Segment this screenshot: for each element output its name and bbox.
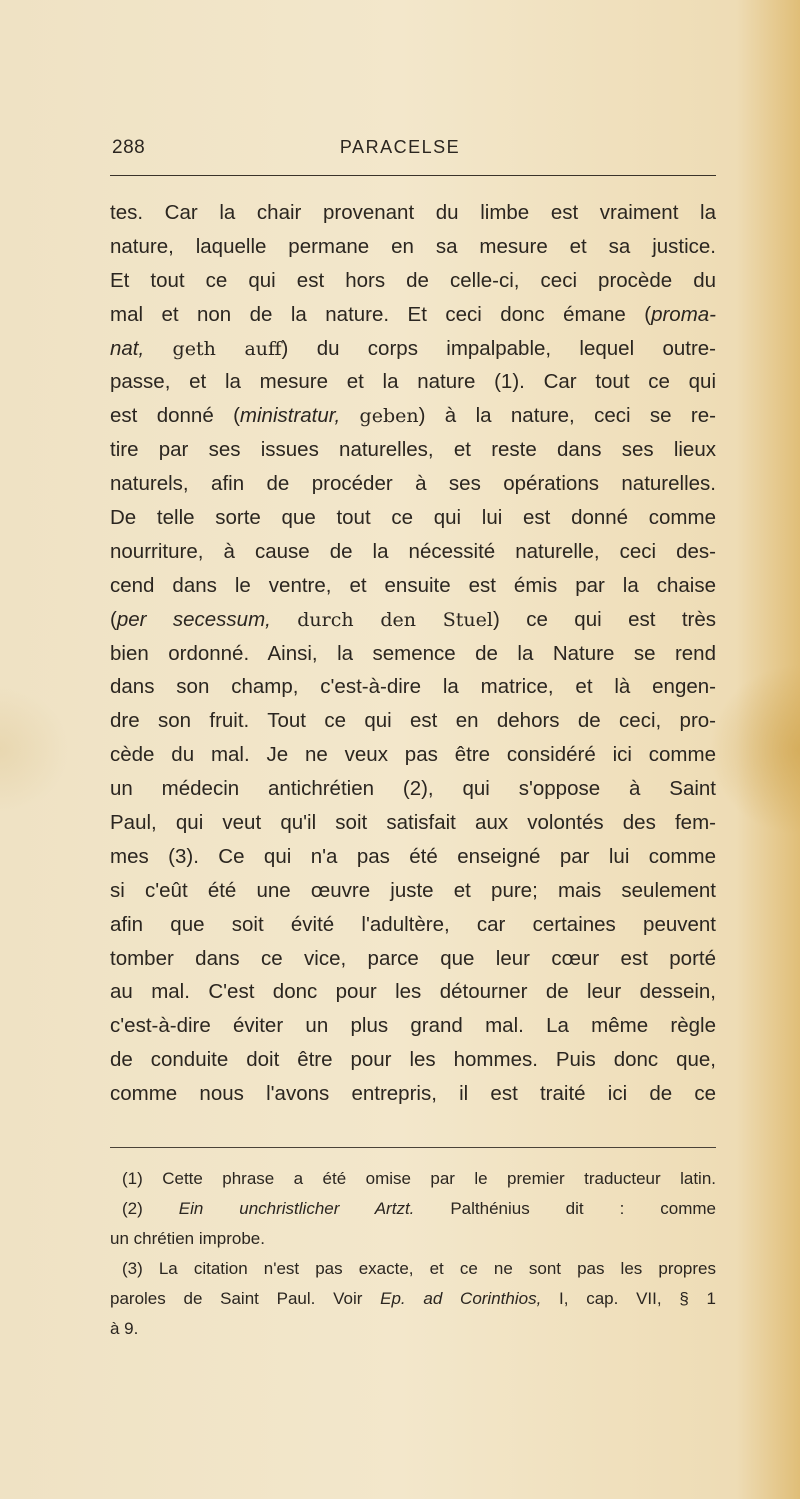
text-line: dre son fruit. Tout ce qui est en dehors de ceci, pro- [110, 709, 716, 733]
latin-term: proma- [651, 302, 716, 326]
text-line: tire par ses issues naturelles, et reste dans ses lieux [110, 438, 716, 462]
latin-term: per secessum, [116, 607, 271, 631]
text-line: Et tout ce qui est hors de celle-ci, ceci procède du [110, 268, 716, 292]
text-line [110, 332, 716, 366]
page-header [0, 137, 800, 167]
latin-reference: Ep. ad Corinthios, [380, 1289, 542, 1308]
running-head: PARACELSE [339, 137, 461, 157]
text-segment: ) à la nature, ceci se re- [418, 404, 716, 428]
text-segment: I, cap. VII, § 1 [541, 1289, 716, 1308]
text-line: au mal. C'est donc pour les détourner de leur dessein, [110, 980, 716, 1004]
main-text [110, 196, 716, 1111]
text-segment: mal et non de la nature. Et ceci donc émane ( [110, 302, 652, 326]
text-line: dans son champ, c'est-à-dire la matrice, et là engen- [110, 675, 716, 699]
footnote-2-continued: un chrétien improbe. [110, 1229, 265, 1248]
text-line: bien ordonné. Ainsi, la semence de la Nature se rend [110, 641, 716, 665]
text-line: naturels, afin de procéder à ses opérations naturelles. [110, 472, 716, 496]
text-line: de conduite doit être pour les hommes. Puis donc que, [110, 1048, 716, 1072]
german-term: durch den Stuel [297, 608, 493, 631]
footnote-rule [110, 1147, 716, 1148]
text-segment: ) ce qui est très [493, 607, 716, 631]
latin-term: nat, [110, 336, 145, 360]
text-segment: paroles de Saint Paul. Voir [110, 1289, 381, 1308]
footnote-3: (3) La citation n'est pas exacte, et ce ne sont pas les propres [122, 1259, 716, 1278]
text-line: nourriture, à cause de la nécessité naturelle, ceci des- [110, 539, 716, 563]
header-rule [110, 175, 716, 176]
page-number: 288 [112, 137, 146, 158]
footnotes [110, 1164, 716, 1344]
text-line: cède du mal. Je ne veux pas être considéré ici comme [110, 743, 716, 767]
footnote-3-continued [110, 1284, 716, 1314]
text-line: c'est-à-dire éviter un plus grand mal. La même règle [110, 1014, 716, 1038]
footnote-1: (1) Cette phrase a été omise par le premier traducteur latin. [122, 1169, 716, 1188]
text-line: un médecin antichrétien (2), qui s'oppose à Saint [110, 777, 716, 801]
text-segment: (2) [122, 1199, 179, 1218]
text-line: passe, et la mesure et la nature (1). Car tout ce qui [110, 370, 716, 394]
text-segment: ) du corps impalpable, lequel outre- [281, 336, 717, 360]
footnote-3-end: à 9. [110, 1319, 139, 1338]
german-term: geben [359, 405, 419, 428]
text-line: tes. Car la chair provenant du limbe est vraiment la [110, 201, 716, 224]
text-line [110, 603, 716, 637]
footnote-2 [110, 1194, 716, 1224]
text-line: comme nous l'avons entrepris, il est traité ici de ce [110, 1082, 716, 1106]
text-segment: ( [110, 607, 117, 631]
text-line: nature, laquelle permane en sa mesure et sa justice. [110, 234, 716, 258]
german-term: Ein unchristlicher Artzt. [178, 1199, 415, 1218]
text-line: Paul, qui veut qu'il soit satisfait aux volontés des fem- [110, 811, 716, 835]
text-line: tomber dans ce vice, parce que leur cœur est porté [110, 946, 716, 970]
text-line [110, 298, 716, 332]
text-line: afin que soit évité l'adultère, car certaines peuvent [110, 912, 716, 936]
text-line: si c'eût été une œuvre juste et pure; mais seulement [110, 878, 716, 902]
latin-term: ministratur, [239, 404, 341, 428]
text-line: mes (3). Ce qui n'a pas été enseigné par lui comme [110, 844, 716, 868]
text-line [110, 399, 716, 433]
text-line: De telle sorte que tout ce qui lui est donné comme [110, 506, 716, 530]
text-segment: est donné ( [110, 404, 240, 428]
text-segment: Palthénius dit : comme [414, 1199, 716, 1218]
german-term: geth auff [172, 337, 282, 360]
text-line: cend dans le ventre, et ensuite est émis par la chaise [110, 573, 716, 597]
